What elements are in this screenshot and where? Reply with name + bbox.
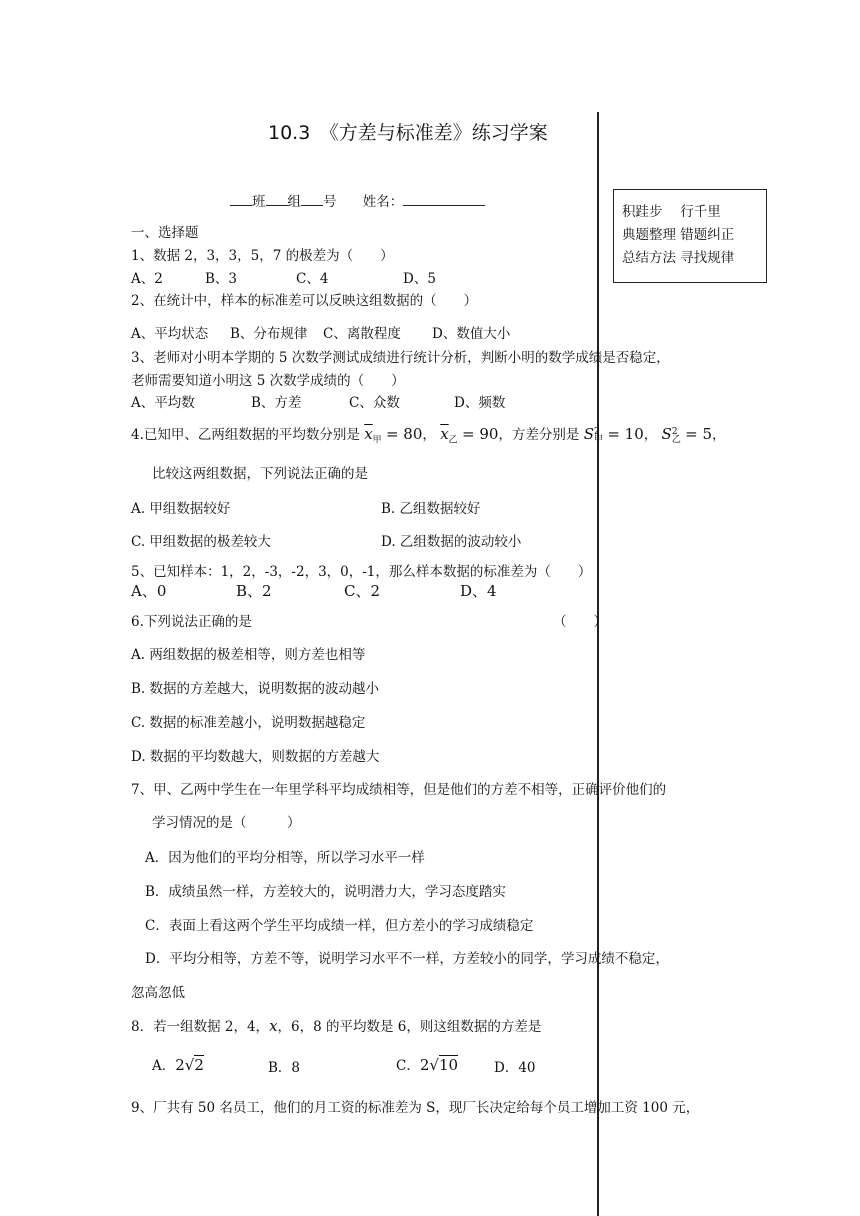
page-title: 10.3 《方差与标准差》练习学案 — [268, 122, 548, 144]
q5-option-b: B、2 — [236, 582, 272, 600]
question-3-stem-line-1: 3、老师对小明本学期的 5 次数学测试成绩进行统计分析，判断小明的数学成绩是否稳定， — [131, 350, 670, 366]
q3-option-a: A、平均数 — [131, 395, 195, 411]
q7-option-d: D．平均分相等，方差不等，说明学习水平不一样，方差较小的同学，学习成绩不稳定， — [145, 951, 669, 967]
variance-s-symbol-2: S — [661, 425, 672, 443]
q8-option-a-radicand: 2 — [194, 1056, 204, 1074]
q2-option-b: B、分布规律 — [230, 326, 308, 342]
mean-x1-subscript: 甲 — [372, 435, 382, 446]
q7-option-b: B．成绩虽然一样，方差较大的，说明潜力大，学习态度踏实 — [145, 884, 506, 900]
q4-middle-text: ，方差分别是 — [498, 427, 580, 443]
variance-s-symbol: S — [583, 425, 594, 443]
mean-x2-subscript: 乙 — [448, 435, 458, 446]
q8-option-a — [152, 1054, 204, 1074]
q1-option-c: C、4 — [296, 271, 329, 287]
q2-option-d: D、数值大小 — [432, 326, 511, 342]
variance-s1-value: = 10 — [607, 425, 644, 443]
q3-option-d: D、频数 — [454, 395, 506, 411]
q2-option-c: C、离散程度 — [323, 326, 401, 342]
q1-option-a: A、2 — [131, 271, 163, 287]
mean-x-symbol: $\overline{x}$ — [364, 425, 373, 443]
motto-line-1: 积跬步 行千里 — [622, 204, 721, 220]
q4-option-c: C. 甲组数据的极差较大 — [131, 534, 271, 550]
question-8-stem — [131, 1015, 541, 1035]
question-4-stem-line-2: 比较这两组数据，下列说法正确的是 — [152, 466, 368, 482]
group-blank[interactable] — [266, 192, 288, 206]
number-label: 号 — [323, 194, 337, 210]
q8-option-c-label: C． — [396, 1058, 420, 1074]
question-7-stem-line-1: 7、甲、乙两中学生在一年里学科平均成绩相等，但是他们的方差不相等，正确评价他们的 — [131, 782, 667, 798]
q2-option-a: A、平均状态 — [131, 326, 209, 342]
class-label: 班 — [252, 194, 266, 210]
variance-s2-value: = 5 — [685, 425, 713, 443]
q4-prefix: 4.已知甲、乙两组数据的平均数分别是 — [131, 427, 360, 443]
q8-option-c-coefficient: 2 — [419, 1056, 430, 1074]
q3-option-c: C、众数 — [349, 395, 400, 411]
q6-option-d: D. 数据的平均数越大，则数据的方差越大 — [131, 749, 380, 765]
name-blank[interactable] — [403, 192, 485, 206]
q8-option-c — [396, 1054, 458, 1074]
q8-variable-x: x — [269, 1017, 278, 1035]
question-4-stem-line-1: 4.已知甲、乙两组数据的平均数分别是 $\overline{x}_甲 = 80$， $\overline{x}_乙 = 90$，方差分别是 S 2 甲 = 10， S 2 乙 = 5， — [131, 425, 726, 446]
motto-line-3: 总结方法 寻找规律 — [622, 250, 735, 266]
question-5-stem: 5、已知样本：1，2，-3，-2，3，0，-1，那么样本数据的标准差为（ ） — [131, 564, 592, 580]
question-3-stem-line-2: 老师需要知道小明这 5 次数学成绩的（ ） — [131, 373, 405, 389]
q5-option-c: C、2 — [344, 582, 381, 600]
mean-x2-value: = 90 — [461, 425, 499, 443]
question-6-stem: 6.下列说法正确的是 — [131, 614, 252, 630]
motto-box — [613, 189, 767, 283]
q6-answer-parentheses: （ ） — [553, 614, 607, 630]
q6-option-a: A. 两组数据的极差相等，则方差也相等 — [131, 647, 366, 663]
q8-option-d: D．40 — [494, 1060, 536, 1076]
mean-x-symbol-2: $\overline{x}$ — [440, 425, 449, 443]
q4-option-b: B. 乙组数据较好 — [381, 501, 481, 517]
question-7-stem-line-2: 学习情况的是（ ） — [152, 815, 301, 831]
q4-option-d: D. 乙组数据的波动较小 — [381, 534, 522, 550]
motto-line-2: 典题整理 错题纠正 — [622, 227, 735, 243]
student-info-line — [230, 190, 485, 210]
mean-x1-value: = 80 — [385, 425, 423, 443]
question-1-stem: 1、数据 2，3，3，5，7 的极差为（ ） — [131, 248, 394, 264]
q8-stem-part-1: 8．若一组数据 2，4， — [131, 1019, 270, 1035]
q4-option-a: A. 甲组数据较好 — [131, 501, 231, 517]
sqrt-sign: √ — [184, 1056, 195, 1074]
q7-option-d-continued: 忽高忽低 — [131, 985, 185, 1001]
variance-s2-subscript: 乙 — [671, 434, 681, 445]
class-blank[interactable] — [230, 192, 252, 206]
q7-option-c: C．表面上看这两个学生平均成绩一样，但方差小的学习成绩稳定 — [145, 918, 534, 934]
q8-option-a-coefficient: 2 — [175, 1056, 185, 1074]
q8-option-a-label: A． — [152, 1058, 176, 1074]
q6-option-b: B. 数据的方差越大，说明数据的波动越小 — [131, 681, 380, 697]
q1-option-d: D、5 — [403, 271, 436, 287]
q7-option-a: A．因为他们的平均分相等，所以学习水平一样 — [145, 850, 425, 866]
question-9-stem: 9、厂共有 50 名员工，他们的月工资的标准差为 S，现厂长决定给每个员工增加工资 100 元， — [131, 1100, 700, 1116]
q5-option-d: D、4 — [460, 582, 497, 600]
question-2-stem: 2、在统计中，样本的标准差可以反映这组数据的（ ） — [131, 293, 478, 309]
number-blank[interactable] — [301, 192, 323, 206]
q8-stem-part-2: ，6，8 的平均数是 6，则这组数据的方差是 — [277, 1019, 542, 1035]
name-label: 姓名： — [362, 194, 404, 210]
section-heading: 一、选择题 — [131, 225, 199, 241]
sqrt-sign-2: √ — [429, 1056, 439, 1074]
variance-s1-subscript: 甲 — [594, 434, 604, 445]
q3-option-b: B、方差 — [251, 395, 302, 411]
q8-option-b: B．8 — [268, 1060, 301, 1076]
group-label: 组 — [287, 194, 301, 210]
q1-option-b: B、3 — [205, 271, 238, 287]
q8-option-c-radicand: 10 — [438, 1056, 459, 1074]
q5-option-a: A、0 — [131, 582, 167, 600]
q6-option-c: C. 数据的标准差越小，说明数据越稳定 — [131, 715, 366, 731]
margin-divider-line — [597, 112, 599, 1216]
